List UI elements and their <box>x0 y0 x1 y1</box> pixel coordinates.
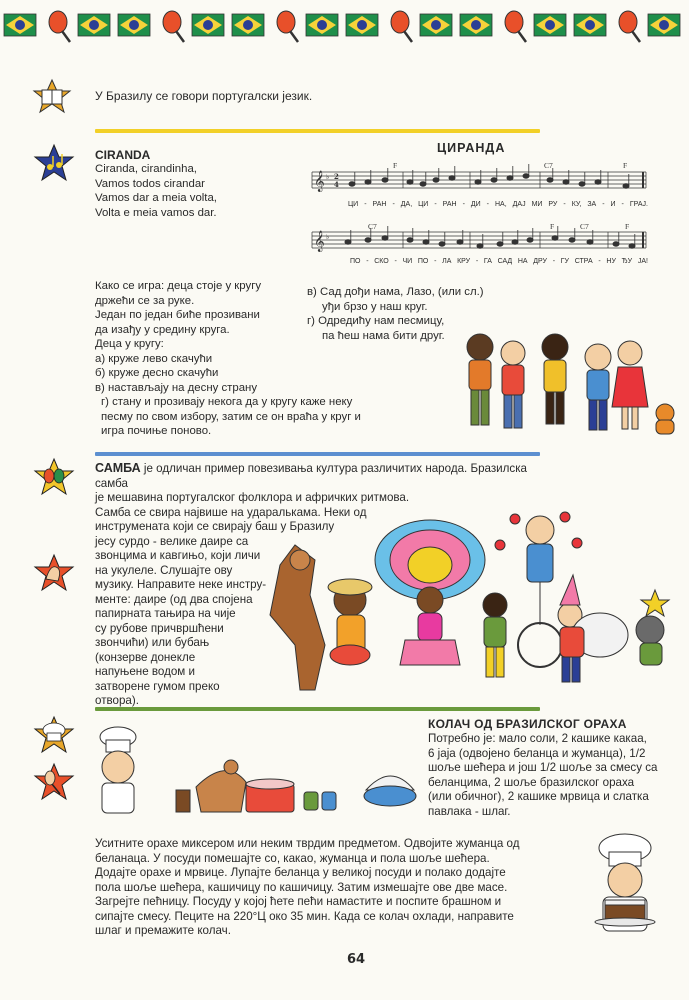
lyric-syllable: НУ <box>606 258 616 265</box>
instruction-line: игра почиње поново. <box>101 425 212 437</box>
lyric-syllable: - <box>392 201 395 208</box>
note-head <box>382 178 388 182</box>
samba-line: напуњене водом и <box>95 665 195 678</box>
method-line: Додајте орахе и мрвице. Лупајте беланца у великој посуди и полако додајте <box>95 866 506 879</box>
song-pt-line: Ciranda, cirandinha, <box>95 163 197 175</box>
svg-text:𝄞: 𝄞 <box>314 231 325 252</box>
lyric-syllable: НА <box>517 258 528 265</box>
lyric-syllable: РУ <box>548 201 558 208</box>
maraca-icon <box>619 11 640 42</box>
ingredient-line: беланцима, 2 шоље бразилског ораха <box>428 775 635 789</box>
note-head <box>552 236 558 240</box>
note-head <box>507 176 513 180</box>
samba-line: менте: даире (од два спојена <box>95 592 253 606</box>
chef-hat-icon <box>32 715 76 755</box>
lyric-syllable: - <box>394 258 397 265</box>
cake-method <box>95 837 585 939</box>
ingredient-line: Потребно је: мало соли, 2 кашике какаа, <box>428 732 647 745</box>
brazil-flag-icon <box>306 14 338 36</box>
ingredient-line: (или обичног), 2 кашике мрвица и слатка <box>428 790 649 803</box>
verse-line: уђи брзо у наш круг. <box>322 300 428 313</box>
blue-divider <box>95 452 540 456</box>
lyric-syllable: ДАЈ <box>512 201 526 208</box>
samba-line: је мешавина португалског фолклора и афричких ритмова. <box>95 491 410 504</box>
note-head <box>623 184 629 188</box>
lyric-syllable: САД <box>497 258 513 265</box>
note-head <box>613 242 619 246</box>
note-head <box>547 178 553 182</box>
lyric-syllable: ЂУ <box>621 258 633 265</box>
note-head <box>433 178 439 182</box>
lyric-syllable: НА, <box>495 201 507 208</box>
samba-line: на укулеле. Слушајте ову <box>95 563 233 577</box>
lyric-syllable: РАН <box>442 201 457 208</box>
method-line: шлаг и премажите колач. <box>95 924 231 937</box>
lyric-syllable: КУ, <box>571 201 582 208</box>
note-head <box>477 244 483 248</box>
green-divider <box>95 707 540 711</box>
note-head <box>491 178 497 182</box>
lyric-syllable: - <box>602 201 605 208</box>
note-head <box>349 182 355 186</box>
samba-line: затворене гумом преко <box>95 679 220 693</box>
maraca-icon <box>49 11 70 42</box>
song-pt-line: Volta e meia vamos dar. <box>95 206 217 219</box>
song-pt-line: Vamos dar a meia volta, <box>95 192 217 204</box>
chord-label: C7 <box>544 161 553 170</box>
method-line: Загрејте пећницу. Посуду у којој ћете пећи намастите и поспите брашном и <box>95 895 502 908</box>
intro-text: У Бразилу се говори португалски језик. <box>95 89 313 103</box>
samba-line: (конзерве донекле <box>95 650 196 664</box>
note-head <box>587 240 593 244</box>
samba-line: папирната тањира на чије <box>95 607 236 620</box>
brazil-flag-icon <box>460 14 492 36</box>
maraca-icon <box>391 11 412 42</box>
note-head <box>569 238 575 242</box>
lyric-syllable: - <box>475 258 479 265</box>
lyric-syllable: ЈА! <box>637 258 648 265</box>
brazil-flag-icon <box>574 14 606 36</box>
lyric-syllable: МИ <box>531 201 543 208</box>
song-lyrics-line-1 <box>348 201 648 208</box>
samba-line: звончићи) или бубањ <box>95 636 210 649</box>
note-head <box>497 242 503 246</box>
note-head <box>512 240 518 244</box>
music-notes-icon <box>32 143 76 183</box>
chord-label: F <box>550 222 555 231</box>
ingredient-line: шоље шећера и још 1/2 шоље за смесу са <box>428 761 658 774</box>
brazil-flag-icon <box>346 14 378 36</box>
note-head <box>449 176 455 180</box>
samba-line: је одличан пример повезивања култура различитих народа. Бразилска самба <box>95 462 527 490</box>
game-instructions-cont <box>95 395 415 439</box>
instruction-line: Како се игра: деца стоје у кругу <box>95 280 262 292</box>
brazil-flag-icon <box>78 14 110 36</box>
lyric-syllable: ДА, <box>400 201 413 208</box>
lyric-syllable: ЛА <box>442 258 452 265</box>
song-sr-title: ЦИРАНДА <box>437 141 506 155</box>
lyric-syllable: ГУ <box>560 258 569 265</box>
maraca-icon <box>505 11 526 42</box>
lyric-syllable: ЦИ <box>418 201 429 208</box>
lyric-syllable: - <box>621 201 624 208</box>
lyric-syllable: - <box>462 201 465 208</box>
lyric-syllable: СТРА <box>574 258 593 265</box>
brazil-flag-icon <box>4 14 36 36</box>
note-head <box>407 238 413 242</box>
instruction-line: да изађу у средину круга. <box>95 323 230 336</box>
song-pt-title: CIRANDA <box>95 148 151 162</box>
samba-line: су рубове причвршћени <box>95 621 224 635</box>
children-in-circle-illustration <box>455 325 685 445</box>
brazil-flag-icon <box>192 14 224 36</box>
chord-label: F <box>393 161 398 170</box>
samba-carnival-illustration <box>255 505 685 700</box>
maraca-icon <box>163 11 184 42</box>
ingredient-line: павлака - шлаг. <box>428 804 511 818</box>
lyric-syllable: - <box>486 201 490 208</box>
note-head <box>423 240 429 244</box>
ingredient-line: 6 јаја (одвојено беланца и жуманца), 1/2 <box>428 746 646 760</box>
instruction-line: г) стану и прозивају некога да у кругу каже неку <box>101 396 353 408</box>
svg-text:2: 2 <box>334 172 339 181</box>
svg-text:♭: ♭ <box>326 233 330 241</box>
method-line: сипајте смесу. Пеците на 220°Ц око 35 мин. Када се колач охлади, направите <box>95 909 514 923</box>
lyric-syllable: - <box>366 258 369 265</box>
chord-label: F <box>625 222 630 231</box>
lyric-syllable: ДРУ <box>533 258 547 265</box>
maracas-icon <box>32 457 76 497</box>
instruction-line: песму по свом избору, затим се он враћа у круг и <box>101 410 361 423</box>
svg-text:4: 4 <box>334 180 339 189</box>
instruction-line: в) настављају на десну страну <box>95 381 258 394</box>
lyric-syllable: - <box>598 258 601 265</box>
method-line: Уситните орахе миксером или неким тврдим предметом. Одвојите жуманца од <box>95 837 520 850</box>
yellow-divider <box>95 129 540 133</box>
cake-title: КОЛАЧ ОД БРАЗИЛСКОГ ОРАХА <box>428 717 627 731</box>
note-head <box>563 180 569 184</box>
instruction-line: држећи се за руке. <box>95 294 195 307</box>
svg-text:𝄞: 𝄞 <box>314 171 325 192</box>
brazil-flag-icon <box>420 14 452 36</box>
lyric-syllable: - <box>552 258 556 265</box>
note-head <box>439 242 445 246</box>
note-head <box>475 180 481 184</box>
samba-line: инструмената који се свирају баш у Бразилу <box>95 520 335 533</box>
brazil-flag-icon <box>232 14 264 36</box>
instruction-line: б) круже десно скачући <box>95 367 219 379</box>
note-head <box>457 240 463 244</box>
note-head <box>420 182 426 186</box>
lyric-syllable: - <box>364 201 367 208</box>
samba-line: музику. Направите неке инстру- <box>95 578 267 591</box>
svg-text:♭: ♭ <box>326 173 330 181</box>
method-line: беланаца. У посуди помешајте со, какао, жуманца и пола шоље шећера. <box>95 851 490 865</box>
lyric-syllable: РАН <box>372 201 387 208</box>
cake-ingredients <box>428 732 683 819</box>
lyric-syllable: ЧИ <box>402 258 413 265</box>
page-number: 64 <box>346 952 366 967</box>
lyric-syllable: ДИ <box>470 201 481 208</box>
method-line: пола шоље шећера, кашичицу по кашичицу. Затим измешајте ове две масе. <box>95 880 508 894</box>
lyric-syllable: ПО <box>350 258 361 265</box>
lyric-syllable: - <box>434 201 437 208</box>
note-head <box>345 240 351 244</box>
lyric-syllable: ЗА <box>587 201 597 208</box>
note-head <box>629 244 635 248</box>
note-head <box>579 182 585 186</box>
chord-label: F <box>623 161 628 170</box>
note-head <box>527 238 533 242</box>
verse-line: в) Сад дођи нама, Лазо, (или сл.) <box>307 286 484 298</box>
instruction-line: а) круже лево скачући <box>95 352 213 365</box>
brazil-flag-icon <box>118 14 150 36</box>
spoon-icon <box>32 762 76 802</box>
decorative-border <box>0 0 689 52</box>
lyric-syllable: - <box>563 201 566 208</box>
chord-label: C7 <box>580 222 589 231</box>
note-head <box>382 236 388 240</box>
samba-line: отвора). <box>95 694 139 707</box>
instruction-line: Деца у кругу: <box>95 338 164 350</box>
note-head <box>595 180 601 184</box>
samba-line: Самба се свира највише на ударалькама. Неки од <box>95 505 367 519</box>
kitchen-ingredients-illustration <box>96 722 426 822</box>
lyric-syllable: ПО <box>417 258 429 265</box>
clapping-hands-icon <box>32 553 76 593</box>
lyric-syllable: КРУ <box>457 258 471 265</box>
song-pt-lyrics <box>95 162 217 220</box>
samba-line: звонцима и кавгињо, који личи <box>95 549 261 562</box>
samba-title: САМБА <box>95 461 141 475</box>
lyric-syllable: - <box>434 258 437 265</box>
song-lyrics-line-2 <box>350 258 648 265</box>
note-head <box>523 174 529 178</box>
samba-line: јесу сурдо - велике даире са <box>95 534 249 548</box>
chef-with-cake-illustration <box>575 830 675 940</box>
brazil-flag-icon <box>534 14 566 36</box>
brazil-flag-icon <box>648 14 680 36</box>
instruction-line: Један по један биће прозивани <box>95 309 260 321</box>
maraca-icon <box>277 11 298 42</box>
flag-and-maraca-border <box>0 0 689 52</box>
lyric-syllable: ЦИ <box>348 201 359 208</box>
lyric-syllable: ГА <box>483 258 492 265</box>
note-head <box>365 238 371 242</box>
chord-label: C7 <box>368 222 377 231</box>
lyric-syllable: И <box>610 201 616 208</box>
verse-line: г) Одредићу нам песмицу, <box>307 315 445 327</box>
lyric-syllable: СКО <box>374 258 389 265</box>
book-icon <box>32 78 72 116</box>
song-pt-line: Vamos todos cirandar <box>95 177 205 190</box>
verse-line: па ћеш нама бити друг. <box>322 329 445 342</box>
note-head <box>365 180 371 184</box>
lyric-syllable: ГРАЈ. <box>629 201 648 208</box>
note-head <box>407 180 413 184</box>
